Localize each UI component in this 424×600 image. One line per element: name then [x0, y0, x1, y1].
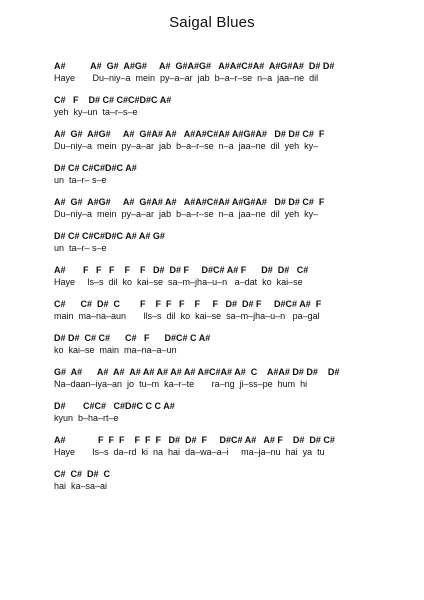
song-title: Saigal Blues [169, 14, 255, 31]
lyric-line: main ma–na–aun lls–s dil ko kai–se sa–m–jha–u–n pa–gal [54, 311, 320, 321]
stanza [54, 60, 384, 84]
stanza [54, 298, 384, 322]
stanza [54, 264, 384, 288]
lyric-line: kyun b–ha–rt–e [54, 413, 119, 423]
chord-line: D# C# C#C#D#C A# A# G# [54, 231, 165, 241]
lyric-line: hai ka–sa–ai [54, 481, 108, 491]
stanza [54, 332, 384, 356]
stanza [54, 162, 384, 186]
chord-line: C# C# D# C [54, 469, 111, 479]
stanza [54, 366, 384, 390]
lyric-line: un ta–r– s–e [54, 243, 107, 253]
chord-line: D# D# C# C# C# F D#C# C A# [54, 333, 211, 343]
lyric-line: Du–niy–a mein py–a–ar jab b–a–r–se n–a jaa–ne dil yeh ky– [54, 209, 319, 219]
chord-line: D# C# C#C#D#C A# [54, 163, 137, 173]
chord-line: A# A# G# A#G# A# G#A#G# A#A#C#A# A#G#A# D# D# [54, 61, 335, 71]
lyric-line: Na–daan–iya–an jo tu–m ka–r–te ra–ng ji–ss–pe hum hi [54, 379, 308, 389]
chord-line: C# F D# C# C#C#D#C A# [54, 95, 172, 105]
chord-line: A# F F F F F D# D# F D#C# A# F D# D# C# [54, 265, 309, 275]
chord-line: A# F F F F F F D# D# F D#C# A# A# F D# D# C# [54, 435, 335, 445]
stanza [54, 434, 384, 458]
lyric-line: yeh ky–un ta–r–s–e [54, 107, 138, 117]
lyric-line: ko kai–se main ma–na–a–un [54, 345, 177, 355]
lyric-line: un ta–r– s–e [54, 175, 107, 185]
chord-line: A# G# A#G# A# G#A# A# A#A#C#A# A#G#A# D# D# C# F [54, 129, 325, 139]
chord-line: D# C#C# C#D#C C C A# [54, 401, 175, 411]
lyric-line: Haye ls–s dil ko kai–se sa–m–jha–u–n a–dat ko kai–se [54, 277, 303, 287]
lyric-line: Haye Du–niy–a mein py–a–ar jab b–a–r–se n–a jaa–ne dil [54, 73, 319, 83]
stanza-list [54, 60, 384, 502]
stanza [54, 230, 384, 254]
lyric-line: Haye ls–s da–rd ki na hai da–wa–a–i ma–ja–nu hai ya tu [54, 447, 325, 457]
chord-line: G# A# A# A# A# A# A# A# A# A#C#A# A# C A#A# D# D# D# [54, 367, 340, 377]
stanza [54, 128, 384, 152]
stanza [54, 94, 384, 118]
lyric-line: Du–niy–a mein py–a–ar jab b–a–r–se n–a jaa–ne dil yeh ky– [54, 141, 319, 151]
stanza [54, 196, 384, 220]
stanza [54, 468, 384, 492]
chord-line: C# C# D# C F F F F F F D# D# F D#C# A# F [54, 299, 322, 309]
chord-line: A# G# A#G# A# G#A# A# A#A#C#A# A#G#A# D# D# C# F [54, 197, 325, 207]
stanza [54, 400, 384, 424]
